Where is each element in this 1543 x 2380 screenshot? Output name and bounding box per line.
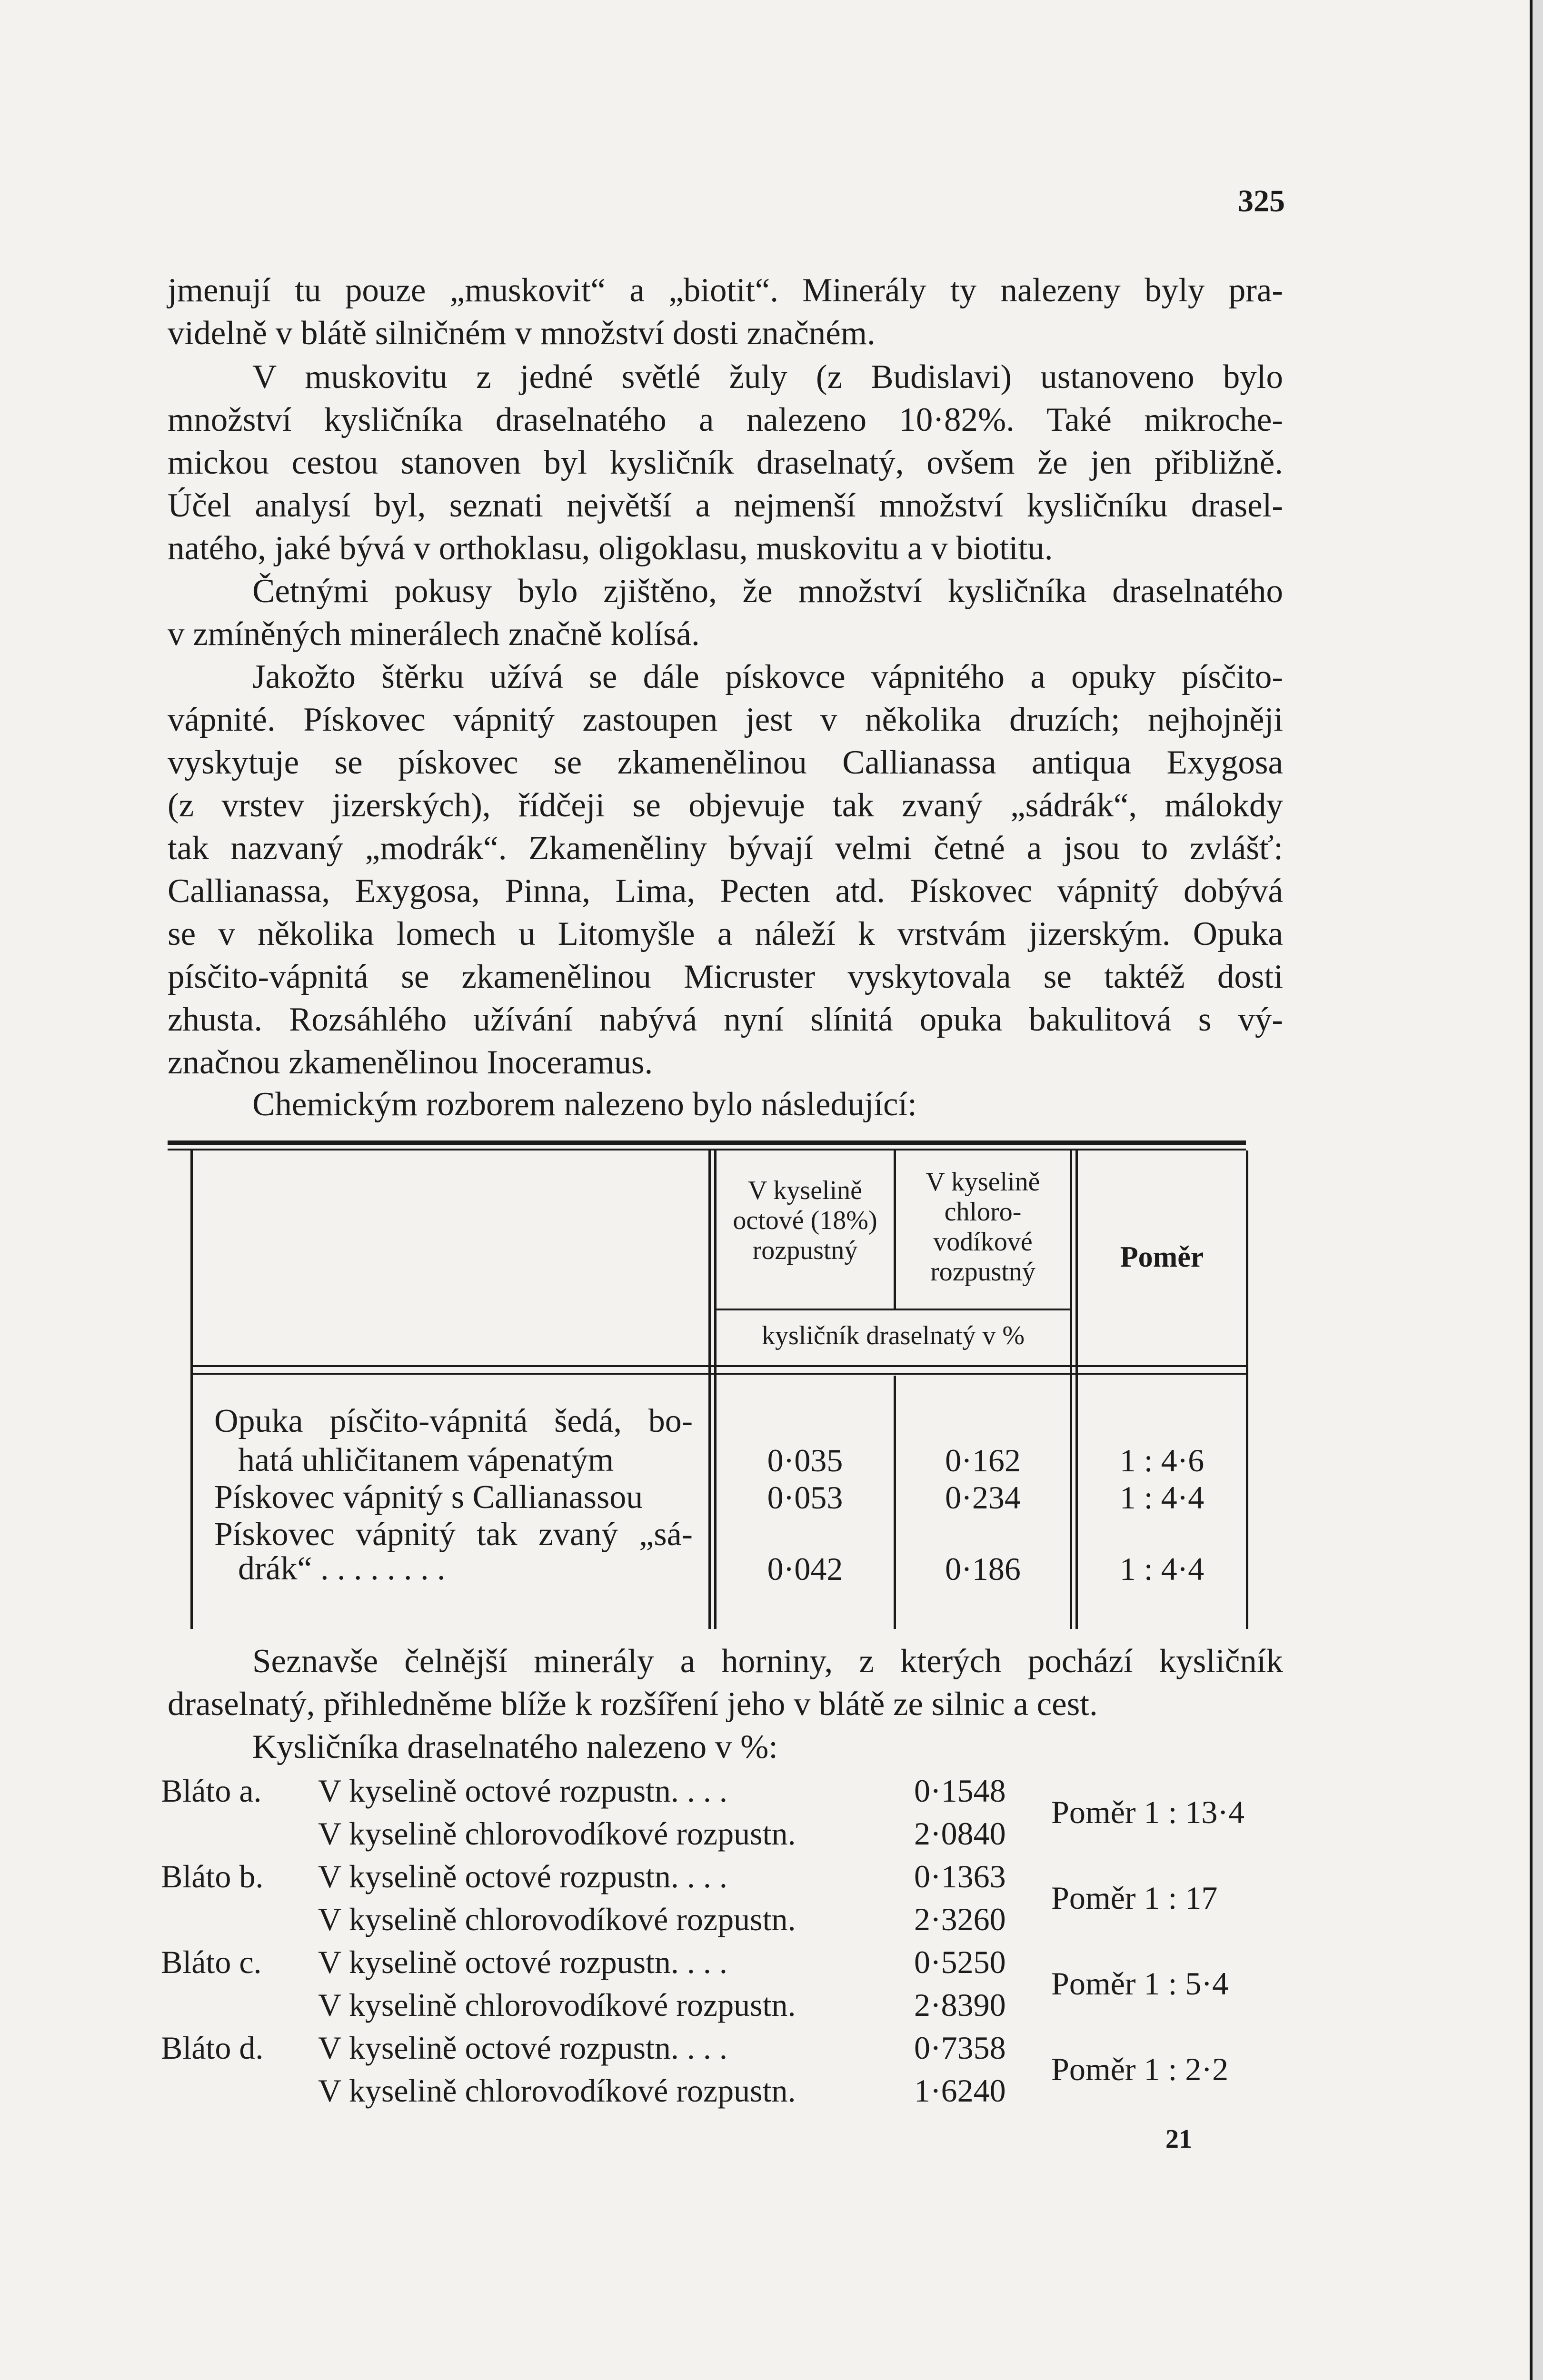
text-line: videlně v blátě silničném v množství dosti značném. xyxy=(168,315,876,352)
text-line: v zmíněných minerálech značně kolísá. xyxy=(168,615,700,653)
text-line: draselnatý, přihledněme blíže k rozšíření jeho v blátě ze silnic a cest. xyxy=(168,1686,1098,1723)
sample-name: Bláto a. xyxy=(161,1773,262,1809)
text-line: písčito-vápnitá se zkamenělinou Micruster vyskytovala se taktéž dosti xyxy=(168,958,1283,995)
sample-acetic-label: V kyselině octové rozpustn. . . . xyxy=(318,1944,727,1980)
sample-acetic-label: V kyselině octové rozpustn. . . . xyxy=(318,2030,727,2066)
sample-hcl-value: 1·6240 xyxy=(914,2073,1006,2109)
sample-ratio: Poměr 1 : 17 xyxy=(1051,1880,1218,1916)
table-rule xyxy=(190,1365,1246,1367)
table-cell-ratio: 1 : 4·4 xyxy=(1119,1479,1205,1516)
signature-mark: 21 xyxy=(1165,2124,1192,2154)
text-line: Seznavše čelnější minerály a horniny, z kterých pochází kysličník xyxy=(252,1643,1283,1680)
table-row-label: Pískovec vápnitý s Callianassou xyxy=(214,1479,643,1516)
sample-hcl-value: 2·0840 xyxy=(914,1815,1006,1852)
sample-acetic-value: 0·1363 xyxy=(914,1858,1006,1894)
table-column-divider xyxy=(1070,1150,1072,1629)
table-cell-ratio: 1 : 4·6 xyxy=(1119,1442,1205,1478)
column-header-hydrochloric: V kyselině chloro- vodíkové rozpustný xyxy=(926,1167,1040,1287)
table-cell-hydrochloric: 0·186 xyxy=(945,1551,1021,1587)
text-line: V muskovitu z jedné světlé žuly (z Budislavi) ustanoveno bylo xyxy=(252,358,1283,396)
table-row-label: hatá uhličitanem vápenatým xyxy=(238,1442,614,1478)
table-row-label: Pískovec vápnitý tak zvaný „sá- xyxy=(214,1516,693,1553)
text-line: jmenují tu pouze „muskovit“ a „biotit“. Minerály ty nalezeny byly pra- xyxy=(168,272,1283,309)
text-line: vápnité. Pískovec vápnitý zastoupen jest v několika druzích; nejhojněji xyxy=(168,701,1283,738)
text-line: Četnými pokusy bylo zjištěno, že množství kysličníka draselnatého xyxy=(252,573,1283,610)
table-cell-acetic: 0·053 xyxy=(767,1479,843,1516)
text-line: množství kysličníka draselnatého a nalezeno 10·82%. Také mikroche- xyxy=(168,401,1283,438)
text-line: mickou cestou stanoven byl kysličník draselnatý, ovšem že jen přibližně. xyxy=(168,444,1283,481)
table-border xyxy=(190,1150,193,1629)
table-rule xyxy=(190,1373,1246,1375)
sample-hcl-label: V kyselině chlorovodíkové rozpustn. xyxy=(318,1987,796,2023)
table-border xyxy=(1246,1150,1248,1629)
table-cell-acetic: 0·042 xyxy=(767,1551,843,1587)
sample-acetic-label: V kyselině octové rozpustn. . . . xyxy=(318,1773,727,1809)
table-top-rule xyxy=(168,1140,1246,1145)
text-line: Účel analysí byl, seznati největší a nejmenší množství kysličníku drasel- xyxy=(168,487,1283,524)
table-column-divider xyxy=(708,1150,711,1629)
sample-acetic-label: V kyselině octové rozpustn. . . . xyxy=(318,1858,727,1894)
text-line: značnou zkamenělinou Inoceramus. xyxy=(168,1044,653,1081)
text-line: natého, jaké bývá v orthoklasu, oligoklasu, muskovitu a v biotitu. xyxy=(168,530,1053,567)
sample-hcl-label: V kyselině chlorovodíkové rozpustn. xyxy=(318,1901,796,1937)
text-line: zhusta. Rozsáhlého užívání nabývá nyní slínitá opuka bakulitová s vý- xyxy=(168,1001,1283,1038)
text-line: Callianassa, Exygosa, Pinna, Lima, Pecten atd. Pískovec vápnitý dobývá xyxy=(168,873,1283,910)
text-line: Jakožto štěrku užívá se dále pískovce vápnitého a opuky písčito- xyxy=(252,658,1283,695)
sample-acetic-value: 0·1548 xyxy=(914,1773,1006,1809)
page-number: 325 xyxy=(1238,184,1285,218)
table-cell-acetic: 0·035 xyxy=(767,1442,843,1478)
sample-name: Bláto c. xyxy=(161,1944,262,1980)
sample-ratio: Poměr 1 : 13·4 xyxy=(1051,1794,1245,1830)
sample-hcl-value: 2·3260 xyxy=(914,1901,1006,1937)
table-top-rule xyxy=(168,1149,1246,1150)
table-rule xyxy=(714,1309,1072,1310)
sample-name: Bláto d. xyxy=(161,2030,264,2066)
page-edge xyxy=(1530,0,1543,2380)
sample-name: Bláto b. xyxy=(161,1858,264,1894)
table-cell-hydrochloric: 0·234 xyxy=(945,1479,1021,1516)
text-line: Kysličníka draselnatého nalezeno v %: xyxy=(252,1728,778,1765)
table-row-label: Opuka písčito-vápnitá šedá, bo- xyxy=(214,1403,693,1439)
table-row-label: drák“ . . . . . . . . xyxy=(238,1550,446,1587)
column-subheader: kysličník draselnatý v % xyxy=(761,1321,1025,1350)
text-line: vyskytuje se pískovec se zkamenělinou Callianassa antiqua Exygosa xyxy=(168,744,1283,781)
text-line: (z vrstev jizerských), řídčeji se objevuje tak zvaný „sádrák“, málokdy xyxy=(168,787,1283,824)
text-line: se v několika lomech u Litomyšle a náleží k vrstvám jizerským. Opuka xyxy=(168,915,1283,952)
sample-hcl-value: 2·8390 xyxy=(914,1987,1006,2023)
sample-hcl-label: V kyselině chlorovodíkové rozpustn. xyxy=(318,2073,796,2109)
text-line: tak nazvaný „modrák“. Zkameněliny bývají velmi četné a jsou to zvlášť: xyxy=(168,830,1283,867)
sample-ratio: Poměr 1 : 5·4 xyxy=(1051,1965,1229,2002)
table-cell-ratio: 1 : 4·4 xyxy=(1119,1551,1205,1587)
sample-ratio: Poměr 1 : 2·2 xyxy=(1051,2051,1229,2087)
text-line: Chemickým rozborem nalezeno bylo následující: xyxy=(252,1086,917,1123)
sample-acetic-value: 0·7358 xyxy=(914,2030,1006,2066)
column-header-ratio: Poměr xyxy=(1120,1241,1204,1273)
column-header-acetic: V kyselině octové (18%) rozpustný xyxy=(733,1176,877,1265)
sample-hcl-label: V kyselině chlorovodíkové rozpustn. xyxy=(318,1815,796,1852)
table-cell-hydrochloric: 0·162 xyxy=(945,1442,1021,1478)
sample-acetic-value: 0·5250 xyxy=(914,1944,1006,1980)
